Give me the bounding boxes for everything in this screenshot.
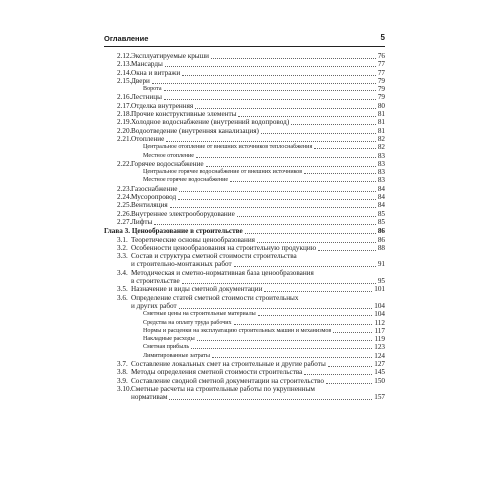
dot-leader xyxy=(164,90,376,91)
section-number: 3.6. xyxy=(117,293,128,302)
entry-title: Назначение и виды сметной документации xyxy=(131,285,263,294)
entry-title: Особенности ценообразования на строительную продукцию xyxy=(131,243,317,252)
dot-leader xyxy=(258,315,373,316)
toc-entry[interactable] xyxy=(104,60,385,68)
dot-leader xyxy=(257,242,376,243)
toc-entry[interactable] xyxy=(104,269,385,277)
entry-title: Составление сводной сметной документации на строительство xyxy=(131,376,324,385)
dot-leader xyxy=(165,66,376,67)
dot-leader xyxy=(182,75,376,76)
dot-leader xyxy=(196,157,376,158)
entry-page-number: 82 xyxy=(377,134,385,143)
entry-page-number: 81 xyxy=(377,126,385,135)
dot-leader xyxy=(238,116,375,117)
entry-title: Сметные цены на строительные материалы xyxy=(143,311,256,318)
dot-leader xyxy=(154,224,375,225)
toc-entry[interactable] xyxy=(104,218,385,226)
toc-entry[interactable] xyxy=(104,277,385,285)
page-header-title: Оглавление xyxy=(104,34,149,43)
entry-title: Водоотведение (внутренняя канализация) xyxy=(131,126,259,135)
section-number: 3.9. xyxy=(117,376,128,385)
toc-subentry[interactable] xyxy=(104,85,385,93)
section-number: 2.17. xyxy=(117,101,132,110)
dot-leader xyxy=(304,173,376,174)
entry-title: Методическая и сметно-нормативная база ценообразования xyxy=(131,268,314,277)
entry-page-number: 84 xyxy=(377,201,385,210)
entry-title: Лестницы xyxy=(131,93,162,102)
toc-entry[interactable] xyxy=(104,385,385,393)
section-number: 2.13. xyxy=(117,60,132,69)
entry-page-number: 124 xyxy=(374,351,385,360)
entry-title: Определение статей сметной стоимости строительных xyxy=(131,293,299,302)
dot-leader xyxy=(245,233,376,234)
dot-leader xyxy=(170,207,376,208)
section-number: 2.20. xyxy=(117,126,132,135)
entry-title: Центральное отопление от внешних источников теплоснабжения xyxy=(143,144,313,151)
toc-entry[interactable] xyxy=(104,69,385,77)
dot-leader xyxy=(191,348,372,349)
entry-title: Холодное водоснабжение (внутренний водопровод) xyxy=(131,118,290,127)
section-number: 2.21. xyxy=(117,134,132,143)
section-number: 2.18. xyxy=(117,110,132,119)
entry-page-number: 76 xyxy=(377,52,385,60)
toc-entry[interactable] xyxy=(104,252,385,260)
entry-title: Отопление xyxy=(131,134,165,143)
entry-page-number: 112 xyxy=(374,318,385,327)
dot-leader xyxy=(166,141,375,142)
entry-title: Мансарды xyxy=(131,60,163,69)
toc-subentry[interactable] xyxy=(104,168,385,176)
section-number: 3.10. xyxy=(117,384,132,393)
entry-page-number: 88 xyxy=(377,243,385,252)
toc-subentry[interactable] xyxy=(104,327,385,335)
toc-subentry[interactable] xyxy=(104,152,385,160)
dot-leader xyxy=(234,324,373,325)
entry-page-number: 81 xyxy=(377,118,385,127)
entry-title: Прочие конструктивные элементы xyxy=(131,110,237,119)
dot-leader xyxy=(261,133,376,134)
entry-page-number: 79 xyxy=(377,93,385,102)
entry-page-number: 82 xyxy=(377,143,385,152)
entry-page-number: 83 xyxy=(377,168,385,177)
toc-entry[interactable] xyxy=(104,368,385,376)
entry-title: Составление локальных смет на строительные и другие работы xyxy=(131,359,326,368)
toc-entry[interactable] xyxy=(104,377,385,385)
toc-entry[interactable] xyxy=(104,77,385,85)
entry-page-number: 83 xyxy=(377,176,385,185)
entry-title: Средства на оплату труда рабочих xyxy=(143,319,232,326)
entry-title: Окна и витражи xyxy=(131,68,181,77)
dot-leader xyxy=(197,340,373,341)
entry-title: Отделка внутренняя xyxy=(131,101,194,110)
entry-page-number: 79 xyxy=(377,85,385,94)
toc-entry[interactable] xyxy=(104,93,385,101)
dot-leader xyxy=(314,148,376,149)
entry-title: Лифты xyxy=(131,217,153,226)
section-number: 3.8. xyxy=(117,368,128,377)
entry-title: Состав и структура сметной стоимости строительства xyxy=(131,252,297,261)
entry-page-number: 119 xyxy=(374,335,385,344)
toc-entry[interactable] xyxy=(104,285,385,293)
dot-leader xyxy=(178,199,376,200)
entry-page-number: 145 xyxy=(374,368,385,377)
entry-page-number: 79 xyxy=(377,76,385,85)
toc-entry[interactable] xyxy=(104,102,385,110)
entry-page-number: 83 xyxy=(377,151,385,160)
dot-leader xyxy=(264,291,372,292)
entry-title: Вентиляция xyxy=(131,201,168,210)
section-number: 2.12. xyxy=(117,52,132,60)
entry-page-number: 84 xyxy=(377,184,385,193)
entry-page-number: 117 xyxy=(374,326,385,335)
entry-title: Горячее водоснабжение xyxy=(131,159,204,168)
entry-title: Двери xyxy=(131,76,150,85)
section-number: 2.24. xyxy=(117,193,132,202)
dot-leader xyxy=(206,166,376,167)
entry-title: Центральное горячее водоснабжение от внешних источников xyxy=(143,169,303,176)
dot-leader xyxy=(179,191,375,192)
dot-leader xyxy=(182,283,376,284)
toc-entry[interactable] xyxy=(104,294,385,302)
toc-entry[interactable] xyxy=(104,302,385,310)
entry-page-number: 95 xyxy=(377,277,385,286)
entry-page-number: 80 xyxy=(377,101,385,110)
entry-title: Сметная прибыль xyxy=(143,344,190,351)
entry-page-number: 84 xyxy=(377,193,385,202)
toc-entry[interactable] xyxy=(104,244,385,252)
toc-entry[interactable] xyxy=(104,260,385,268)
table-of-contents xyxy=(104,52,385,401)
chapter-heading[interactable] xyxy=(104,227,385,235)
toc-subentry[interactable] xyxy=(104,176,385,184)
entry-page-number: 81 xyxy=(377,110,385,119)
section-number: 2.26. xyxy=(117,209,132,218)
toc-entry[interactable] xyxy=(104,210,385,218)
entry-title: Сметные расчеты на строительные работы по укрупненным xyxy=(131,384,315,393)
section-number: 2.14. xyxy=(117,68,132,77)
dot-leader xyxy=(211,58,376,59)
section-number: 2.27. xyxy=(117,217,132,226)
toc-entry[interactable] xyxy=(104,201,385,209)
dot-leader xyxy=(333,332,372,333)
dot-leader xyxy=(212,357,372,358)
toc-subentry[interactable] xyxy=(104,319,385,327)
toc-subentry[interactable] xyxy=(104,310,385,318)
entry-page-number: 91 xyxy=(377,260,385,269)
dot-leader xyxy=(328,366,372,367)
toc-entry[interactable] xyxy=(104,185,385,193)
toc-entry[interactable] xyxy=(104,52,385,60)
dot-leader xyxy=(234,266,376,267)
dot-leader xyxy=(152,83,376,84)
toc-entry[interactable] xyxy=(104,193,385,201)
dot-leader xyxy=(195,108,376,109)
entry-title: Лимитированные затраты xyxy=(143,352,210,359)
entry-title: Местное горячее водоснабжение xyxy=(143,177,229,184)
toc-entry[interactable] xyxy=(104,110,385,118)
entry-page-number: 127 xyxy=(374,359,385,368)
section-number: 2.22. xyxy=(117,159,132,168)
entry-title: Эксплуатируемые крыши xyxy=(131,52,210,60)
section-number: 2.25. xyxy=(117,201,132,210)
section-number: 3.1. xyxy=(117,235,128,244)
running-header xyxy=(104,32,385,47)
dot-leader xyxy=(291,124,376,125)
entry-page-number: 104 xyxy=(374,301,385,310)
dot-leader xyxy=(230,181,376,182)
dot-leader xyxy=(164,99,376,100)
toc-entry[interactable] xyxy=(104,135,385,143)
entry-page-number: 77 xyxy=(377,68,385,77)
toc-entry[interactable] xyxy=(104,118,385,126)
entry-title: и строительно-монтажных работ xyxy=(131,260,232,269)
section-number: 2.15. xyxy=(117,76,132,85)
section-number: 3.4. xyxy=(117,268,128,277)
entry-page-number: 85 xyxy=(377,209,385,218)
entry-title: Теоретические основы ценообразования xyxy=(131,235,255,244)
toc-entry[interactable] xyxy=(104,236,385,244)
toc-subentry[interactable] xyxy=(104,143,385,151)
section-number: 3.7. xyxy=(117,359,128,368)
toc-subentry[interactable] xyxy=(104,343,385,351)
dot-leader xyxy=(237,216,376,217)
section-number: 3.5. xyxy=(117,285,128,294)
entry-page-number: 123 xyxy=(374,343,385,352)
toc-entry[interactable] xyxy=(104,127,385,135)
entry-title: Внутреннее электрооборудование xyxy=(131,209,235,218)
entry-title: Ворота xyxy=(143,86,162,93)
entry-page-number: 85 xyxy=(377,217,385,226)
page-number: 5 xyxy=(380,33,385,42)
entry-title: Накладные расходы xyxy=(143,336,195,343)
toc-subentry[interactable] xyxy=(104,352,385,360)
toc-subentry[interactable] xyxy=(104,335,385,343)
section-number: 2.19. xyxy=(117,118,132,127)
dot-leader xyxy=(304,374,372,375)
dot-leader xyxy=(179,308,373,309)
dot-leader xyxy=(169,399,372,400)
dot-leader xyxy=(318,250,376,251)
entry-page-number: 101 xyxy=(374,285,385,294)
section-number: 3.2. xyxy=(117,243,128,252)
entry-page-number: 150 xyxy=(374,376,385,385)
section-number: 2.16. xyxy=(117,93,132,102)
section-number: 2.23. xyxy=(117,184,132,193)
dot-leader xyxy=(326,383,372,384)
entry-title: Местное отопление xyxy=(143,152,195,159)
entry-title: нормативам xyxy=(131,393,168,402)
entry-title: Газоснабжение xyxy=(131,184,178,193)
entry-page-number: 77 xyxy=(377,60,385,69)
entry-page-number: 104 xyxy=(374,310,385,319)
entry-page-number: 86 xyxy=(377,227,385,236)
section-number: 3.3. xyxy=(117,252,128,261)
toc-entry[interactable] xyxy=(104,360,385,368)
entry-title: и других работ xyxy=(131,301,177,310)
toc-entry[interactable] xyxy=(104,393,385,401)
toc-entry[interactable] xyxy=(104,160,385,168)
entry-title: Методы определения сметной стоимости строительства xyxy=(131,368,303,377)
entry-title: в строительстве xyxy=(131,277,180,286)
chapter-title: Глава 3. Ценообразование в строительстве xyxy=(104,227,243,236)
entry-title: Мусоропровод xyxy=(131,193,177,202)
entry-page-number: 83 xyxy=(377,159,385,168)
entry-title: Нормы и расценки на эксплуатацию строительных машин и механизмов xyxy=(143,327,332,334)
entry-page-number: 86 xyxy=(377,235,385,244)
entry-page-number: 157 xyxy=(374,393,385,402)
